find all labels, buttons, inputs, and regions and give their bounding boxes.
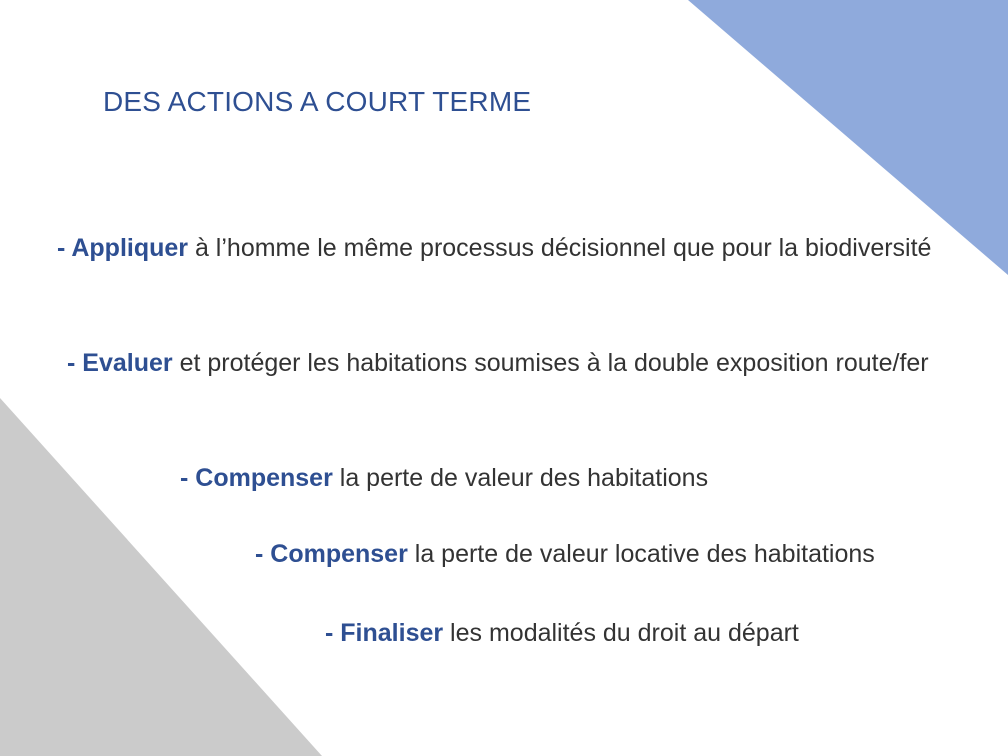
action-item-1-text: à l’homme le même processus décisionnel que pour la biodiversité: [188, 234, 932, 262]
slide-title: DES ACTIONS A COURT TERME: [103, 86, 532, 117]
action-item-5-verb: Finaliser: [340, 619, 444, 647]
action-item-4-verb: Compenser: [270, 540, 408, 568]
gray-corner-triangle: [0, 398, 322, 756]
action-item-4-prefix: -: [255, 540, 271, 568]
action-item-5-text: les modalités du droit au départ: [443, 619, 799, 647]
action-item-1-verb: Appliquer: [71, 234, 189, 262]
action-item-2-verb: Evaluer: [82, 349, 173, 377]
action-item-2-text: et protéger les habitations soumises à la double exposition route/fer: [172, 349, 929, 377]
action-item-5-prefix: -: [325, 619, 341, 647]
action-item-4: [255, 536, 995, 573]
action-item-3: [180, 460, 980, 497]
action-item-2-prefix: -: [67, 349, 83, 377]
action-item-1-prefix: -: [57, 234, 72, 262]
action-item-3-text: la perte de valeur des habitations: [332, 464, 709, 492]
action-item-1: [57, 230, 957, 267]
action-item-2: [57, 345, 987, 382]
action-item-3-prefix: -: [180, 464, 196, 492]
action-item-4-text: la perte de valeur locative des habitations: [407, 540, 875, 568]
action-item-3-verb: Compenser: [195, 464, 333, 492]
action-item-5: [325, 615, 965, 652]
